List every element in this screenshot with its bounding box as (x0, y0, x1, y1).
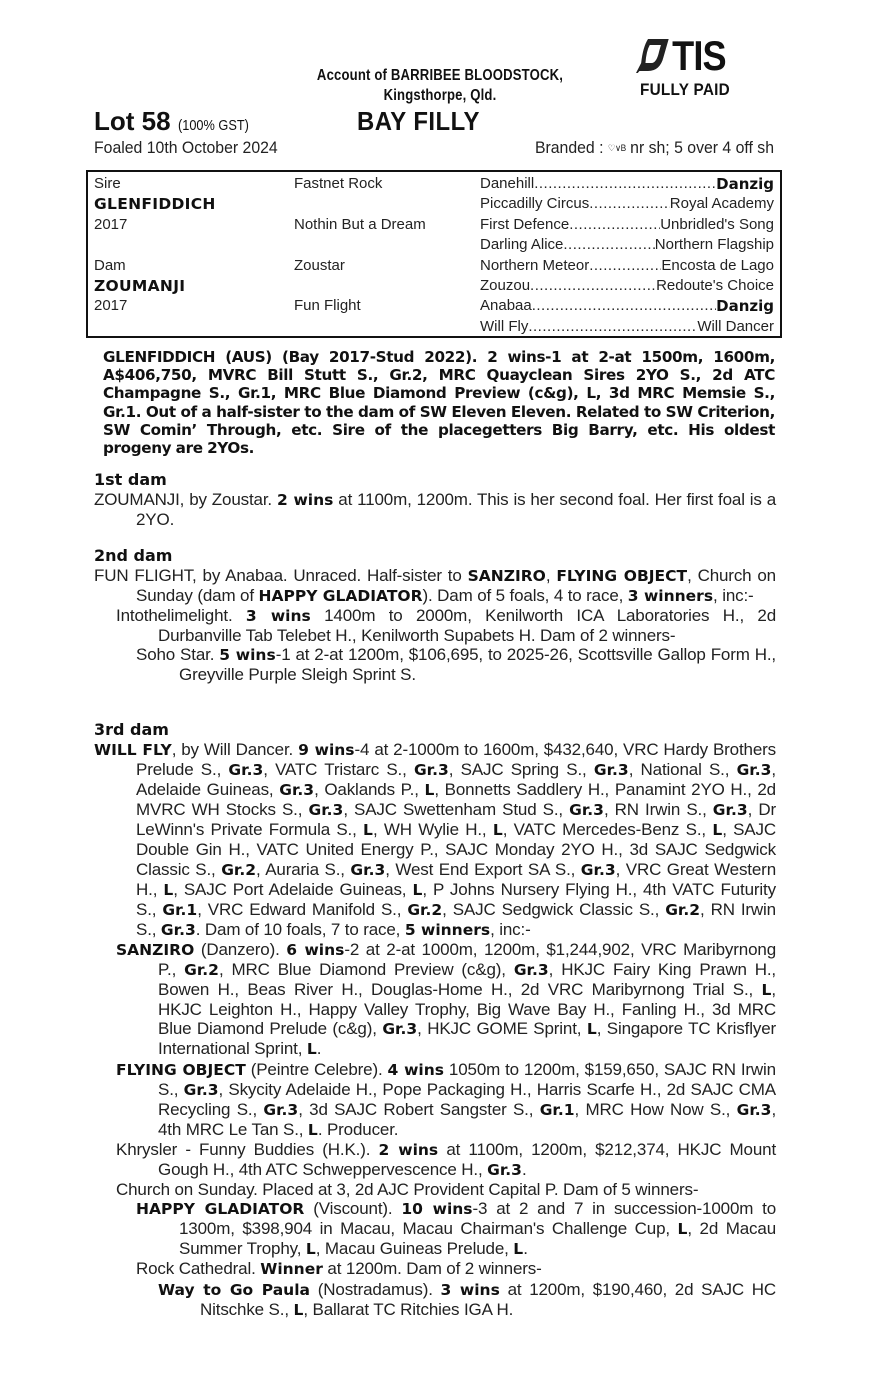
great-great-grandsire: Northern Flagship (654, 236, 774, 254)
text: , RN Irwin S., (603, 800, 713, 820)
leader-dots (569, 215, 660, 235)
text: . Dam of 10 foals, 7 to race, (195, 919, 405, 939)
bold-text: L (424, 781, 435, 800)
text: , VRC Great Western H., (136, 859, 776, 899)
bold-text: Gr.1 (539, 1100, 575, 1119)
family-entry (94, 1060, 776, 1140)
bold-text: Gr.3 (513, 961, 549, 980)
great-grandparent-row (480, 256, 774, 276)
great-grandparent: Danehill (480, 175, 535, 192)
otis-logo (636, 34, 732, 78)
text: , SAJC Spring S., (448, 760, 594, 780)
bold-text: Gr.3 (593, 761, 629, 780)
text: Khrysler - Funny Buddies (H.K.). (116, 1139, 379, 1159)
branded-label: Branded : (534, 138, 604, 157)
great-grandparent-row (480, 174, 774, 194)
great-great-grandsire: Royal Academy (669, 195, 774, 213)
bold-text: Gr.3 (308, 801, 344, 820)
text: , Skycity Adelaide H., Pope Packaging H., Harris Scarfe H., 2d SAJC CMA Recycling S., (158, 1079, 776, 1119)
pedigree-grandparents-column (294, 174, 474, 317)
text: 1050m to 1200m, $159,650, SAJC RN Irwin S., (158, 1059, 776, 1099)
text: , (545, 566, 557, 585)
horse-description: BAY FILLY (357, 106, 480, 136)
bold-text: FLYING OBJECT (556, 567, 688, 585)
text: , HKJC Leighton H., Happy Valley Trophy, Big Wave Bay H., Fanling H., 3d MRC Blue Diamond Prelude (c&g), (158, 980, 776, 1039)
text: , National S., (628, 760, 737, 780)
family-entry (94, 740, 776, 940)
bold-text: L (305, 1240, 316, 1259)
second-dam-heading: 2nd dam (94, 546, 173, 565)
bold-text: 5 wins (219, 646, 276, 665)
bold-text: Gr.3 (736, 761, 772, 780)
branded-text: nr sh; 5 over 4 off sh (630, 138, 774, 157)
bold-text: L (492, 821, 503, 840)
bold-text: 3 winners (627, 587, 714, 606)
text: -4 at 2-1000m to 1600m, $432,640, VRC Hardy Brothers Prelude S., (136, 740, 777, 780)
text: , VATC Tristarc S., (263, 760, 414, 780)
text: ZOUMANJI, by Zoustar. (94, 490, 277, 509)
grandparent: Nothin But a Dream (294, 215, 426, 233)
leader-dots (530, 276, 656, 296)
bold-text: 5 winners (404, 920, 491, 939)
branding-info (504, 138, 774, 158)
bold-text: L (307, 1120, 318, 1139)
second-dam-entries (94, 566, 776, 685)
bold-text: Gr.2 (221, 860, 257, 879)
leader-dots (563, 235, 654, 255)
great-grandparent-row (480, 215, 774, 235)
bold-text: 10 wins (401, 1200, 473, 1219)
family-entry (94, 645, 776, 684)
text: , 2d Macau Summer Trophy, (179, 1219, 777, 1259)
text: ). Dam of 5 foals, 4 to race, (422, 586, 628, 606)
great-grandparent: First Defence (480, 215, 570, 233)
bold-text: L (412, 880, 423, 899)
text: (Danzero). (194, 939, 287, 959)
second-dam-section (94, 546, 776, 685)
gst-note: (100% GST) (177, 117, 249, 134)
bold-text: Gr.3 (569, 801, 604, 820)
dam-year: 2017 (94, 297, 128, 315)
sire-label: Sire (94, 175, 121, 192)
text: 1400m to 2000m, Kenilworth ICA Laboratories H., 2d Durbanville Tab Telebet H., Kenilworth Supabets H. Dam of 2 winners- (158, 606, 777, 646)
great-grandparent: Northern Meteor (480, 256, 590, 274)
bold-text: WILL FLY (94, 741, 172, 759)
bold-text: 3 wins (245, 607, 311, 626)
bold-text: Gr.3 (487, 1160, 522, 1179)
bold-text: 2 wins (276, 491, 334, 509)
text: , Macau Guineas Prelude, (315, 1239, 514, 1259)
great-great-grandsire: Danzig (716, 297, 774, 316)
bold-text: Gr.3 (413, 761, 449, 780)
leader-dots (589, 256, 661, 276)
dam-name: ZOUMANJI (94, 276, 186, 295)
great-great-grandsire: Unbridled's Song (660, 215, 774, 233)
bold-text: L (513, 1240, 524, 1259)
bold-text: 4 wins (387, 1060, 444, 1079)
pedigree-table (86, 170, 782, 338)
bold-text: FLYING OBJECT (116, 1060, 246, 1079)
text: , VRC Edward Manifold S., (197, 899, 408, 919)
leader-dots (534, 174, 716, 194)
leader-dots (528, 317, 697, 337)
text: at 1100m, 1200m, $212,374, HKJC Mount Gough H., 4th ATC Schweppervescence H., (158, 1139, 777, 1179)
text: , West End Export SA S., (385, 859, 581, 879)
dam-label: Dam (94, 256, 126, 274)
text: , SAJC Double Gin H., VATC United Energy P., SAJC Monday 2YO H., 3d SAJC Sedgwick Classic S., (136, 820, 776, 879)
sire-name: GLENFIDDICH (94, 195, 216, 214)
otis-logo-icon (636, 37, 670, 75)
brand-mark-icon: ♡∨Β (607, 143, 626, 153)
bold-text: Gr.3 (160, 920, 196, 939)
family-entry (94, 1259, 776, 1279)
text: , inc:- (713, 586, 754, 606)
text: -2 at 2-at 1000m, 1200m, $1,244,902, VRC Maribyrnong P., (158, 939, 777, 980)
family-entry (94, 1140, 776, 1180)
text: Rock Cathedral. (136, 1259, 261, 1279)
family-entry (94, 940, 776, 1060)
otis-fully-paid-badge (636, 34, 748, 106)
bold-text: L (163, 880, 174, 899)
bold-text: L (677, 1220, 688, 1239)
leader-dots (532, 296, 716, 316)
bold-text: SANZIRO (467, 567, 546, 585)
text: , Oaklands P., (314, 780, 425, 800)
text: -1 at 2-at 1200m, $106,695, to 2025-26, Scottsville Gallop Form H., Greyville Purple Sleigh Sprint S. (179, 645, 776, 685)
text: , Bonnetts Saddlery H., Panamint 2YO H., 2d MVRC WH Stocks S., (136, 780, 776, 820)
third-dam-heading: 3rd dam (94, 720, 169, 739)
bold-text: L (586, 1020, 597, 1039)
bold-text: Gr.3 (350, 860, 386, 879)
text: (Peintre Celebre). (245, 1059, 388, 1079)
lot-number (94, 106, 261, 141)
bold-text: L (306, 1040, 317, 1059)
great-great-grandsire: Danzig (716, 175, 774, 193)
bold-text: L (363, 821, 373, 840)
third-dam-section (94, 720, 776, 1320)
great-grandparent: Will Fly (480, 317, 529, 335)
foaled-date: Foaled 10th October 2024 (94, 138, 278, 157)
great-great-grandsire: Redoute's Choice (656, 276, 774, 294)
great-grandparent: Piccadilly Circus (480, 195, 590, 213)
text: , 4th MRC Le Tan S., (158, 1099, 777, 1139)
text: , SAJC Sedgwick Classic S., (442, 899, 666, 919)
leader-dots (589, 194, 670, 214)
text: , HKJC GOME Sprint, (417, 1019, 587, 1039)
otis-logo-text: TIS (672, 32, 726, 79)
text: , SAJC Swettenham Stud S., (343, 800, 570, 820)
text: , inc:- (490, 919, 531, 939)
vendor-location: Kingsthorpe, Qld. (383, 87, 497, 104)
text: , Singapore TC Krisflyer International Sprint, (158, 1019, 777, 1059)
great-grandparent: Darling Alice (480, 236, 564, 254)
pedigree-parents-column (94, 174, 284, 317)
text: at 1200m. Dam of 2 winners- (322, 1259, 542, 1279)
text: , 3d SAJC Robert Sangster S., (298, 1099, 540, 1119)
bold-text: Gr.2 (184, 961, 219, 980)
bold-text: L (712, 821, 723, 840)
text: Intothelimelight. (116, 606, 246, 626)
text: , by Will Dancer. (171, 740, 299, 759)
bold-text: HAPPY GLADIATOR (258, 587, 423, 606)
text: at 1100m, 1200m. This is her second foal. Her first foal is a 2YO. (136, 490, 776, 530)
text: -3 at 2 and 7 in succession-1000m to 1300m, $398,904 in Macau, Macau Chairman's Challenge Cup, (179, 1199, 777, 1239)
bold-text: 6 wins (286, 940, 345, 959)
bold-text: Gr.3 (382, 1020, 418, 1039)
text: (Nostradamus). (310, 1279, 441, 1299)
text: (Viscount). (304, 1199, 402, 1219)
bold-text: 2 wins (378, 1140, 439, 1159)
bold-text: Gr.3 (580, 860, 616, 879)
bold-text: Gr.2 (665, 900, 701, 919)
great-grandparent-row (480, 317, 774, 337)
text: , HKJC Fairy King Prawn H., Bowen H., Beas River H., Douglas-Home H., 2d VRC Maribyrnong Trial S., (158, 960, 776, 1000)
text: , SAJC Port Adelaide Guineas, (173, 879, 413, 899)
text: , RN Irwin S., (136, 899, 776, 939)
bold-text: Gr.3 (228, 761, 264, 780)
pedigree-great-grandparents-column (480, 174, 774, 337)
grandparent: Zoustar (294, 256, 345, 274)
bold-text: Gr.3 (712, 801, 748, 820)
great-grandparent-row (480, 276, 774, 296)
great-grandparent-row (480, 235, 774, 255)
text: , WH Wylie H., (372, 820, 493, 840)
text: , VATC Mercedes-Benz S., (502, 820, 713, 840)
first-dam-entries (94, 490, 776, 529)
great-grandparent-row (480, 194, 774, 214)
great-great-grandsire: Encosta de Lago (661, 256, 774, 274)
text: . (521, 1159, 527, 1179)
family-entry (94, 606, 776, 645)
bold-text: HAPPY GLADIATOR (136, 1200, 305, 1219)
family-entry (94, 566, 776, 606)
text: , Adelaide Guineas, (136, 760, 776, 800)
bold-text: Gr.3 (183, 1080, 219, 1099)
bold-text: 9 wins (298, 741, 355, 759)
text: . (523, 1239, 528, 1259)
bold-text: 3 wins (440, 1280, 500, 1299)
great-grandparent: Anabaa (480, 297, 532, 315)
sire-year: 2017 (94, 215, 128, 233)
text: , P Johns Nursery Flying H., 4th VATC Futurity S., (136, 879, 776, 919)
text: , MRC Blue Diamond Preview (c&g), (218, 960, 514, 980)
bold-text: Gr.3 (279, 781, 315, 800)
bold-text: Gr.3 (736, 1100, 772, 1119)
lot-label: Lot 58 (94, 106, 171, 136)
text: , Church on Sunday (dam of (136, 566, 776, 606)
grandparent: Fun Flight (294, 297, 361, 315)
text: , Ballarat TC Ritchies IGA H. (303, 1299, 514, 1319)
first-dam-heading: 1st dam (94, 470, 167, 489)
great-grandparent: Zouzou (480, 276, 531, 294)
text: . (316, 1039, 322, 1059)
bold-text: SANZIRO (116, 940, 195, 959)
text: , MRC How Now S., (574, 1099, 737, 1119)
third-dam-entries (94, 740, 776, 1320)
text: Soho Star. (136, 645, 220, 665)
fully-paid-label: FULLY PAID (640, 80, 730, 99)
family-entry (94, 1280, 776, 1320)
grandparent: Fastnet Rock (294, 175, 383, 192)
family-entry (94, 1199, 776, 1259)
text: FUN FLIGHT, by Anabaa. Unraced. Half-sister to (94, 566, 468, 585)
text: . Producer. (317, 1119, 399, 1139)
text: , Dr LeWinn's Private Formula S., (136, 800, 776, 840)
bold-text: L (761, 981, 772, 1000)
family-entry (94, 490, 776, 529)
bold-text: Winner (260, 1260, 323, 1279)
bold-text: Gr.1 (162, 900, 198, 919)
bold-text: Gr.2 (407, 900, 443, 919)
first-dam-section (94, 470, 776, 529)
great-grandparent-row (480, 296, 774, 316)
great-great-grandsire: Will Dancer (697, 317, 774, 335)
family-entry (94, 1180, 776, 1199)
text: Church on Sunday. Placed at 3, 2d AJC Provident Capital P. Dam of 5 winners- (116, 1180, 699, 1200)
vendor-account (276, 66, 604, 106)
sire-summary: GLENFIDDICH (AUS) (Bay 2017-Stud 2022). 2 wins-1 at 2-at 1500m, 1600m, A$406,750, MVRC Bill Stutt S., Gr.2, MRC Quayclean Sires 2YO S., 2d ATC Champagne S., Gr.1, MRC Blue Diamond Preview (c&g), L, 3d MRC Memsie S., Gr.1. Out of a half-sister to the dam of SW Eleven Eleven. Related to SW Criterion, SW Comin’ Through, etc. Sire of the placegetters Big Barry, etc. His oldest progeny are 2YOs. (103, 348, 775, 458)
vendor-name: Account of BARRIBEE BLOODSTOCK, (316, 67, 564, 84)
text: at 1200m, $190,460, 2d SAJC HC Nitschke S., (200, 1279, 776, 1319)
bold-text: Gr.3 (263, 1100, 299, 1119)
text: , Auraria S., (256, 859, 351, 879)
bold-text: L (293, 1300, 304, 1319)
bold-text: Way to Go Paula (158, 1280, 310, 1299)
